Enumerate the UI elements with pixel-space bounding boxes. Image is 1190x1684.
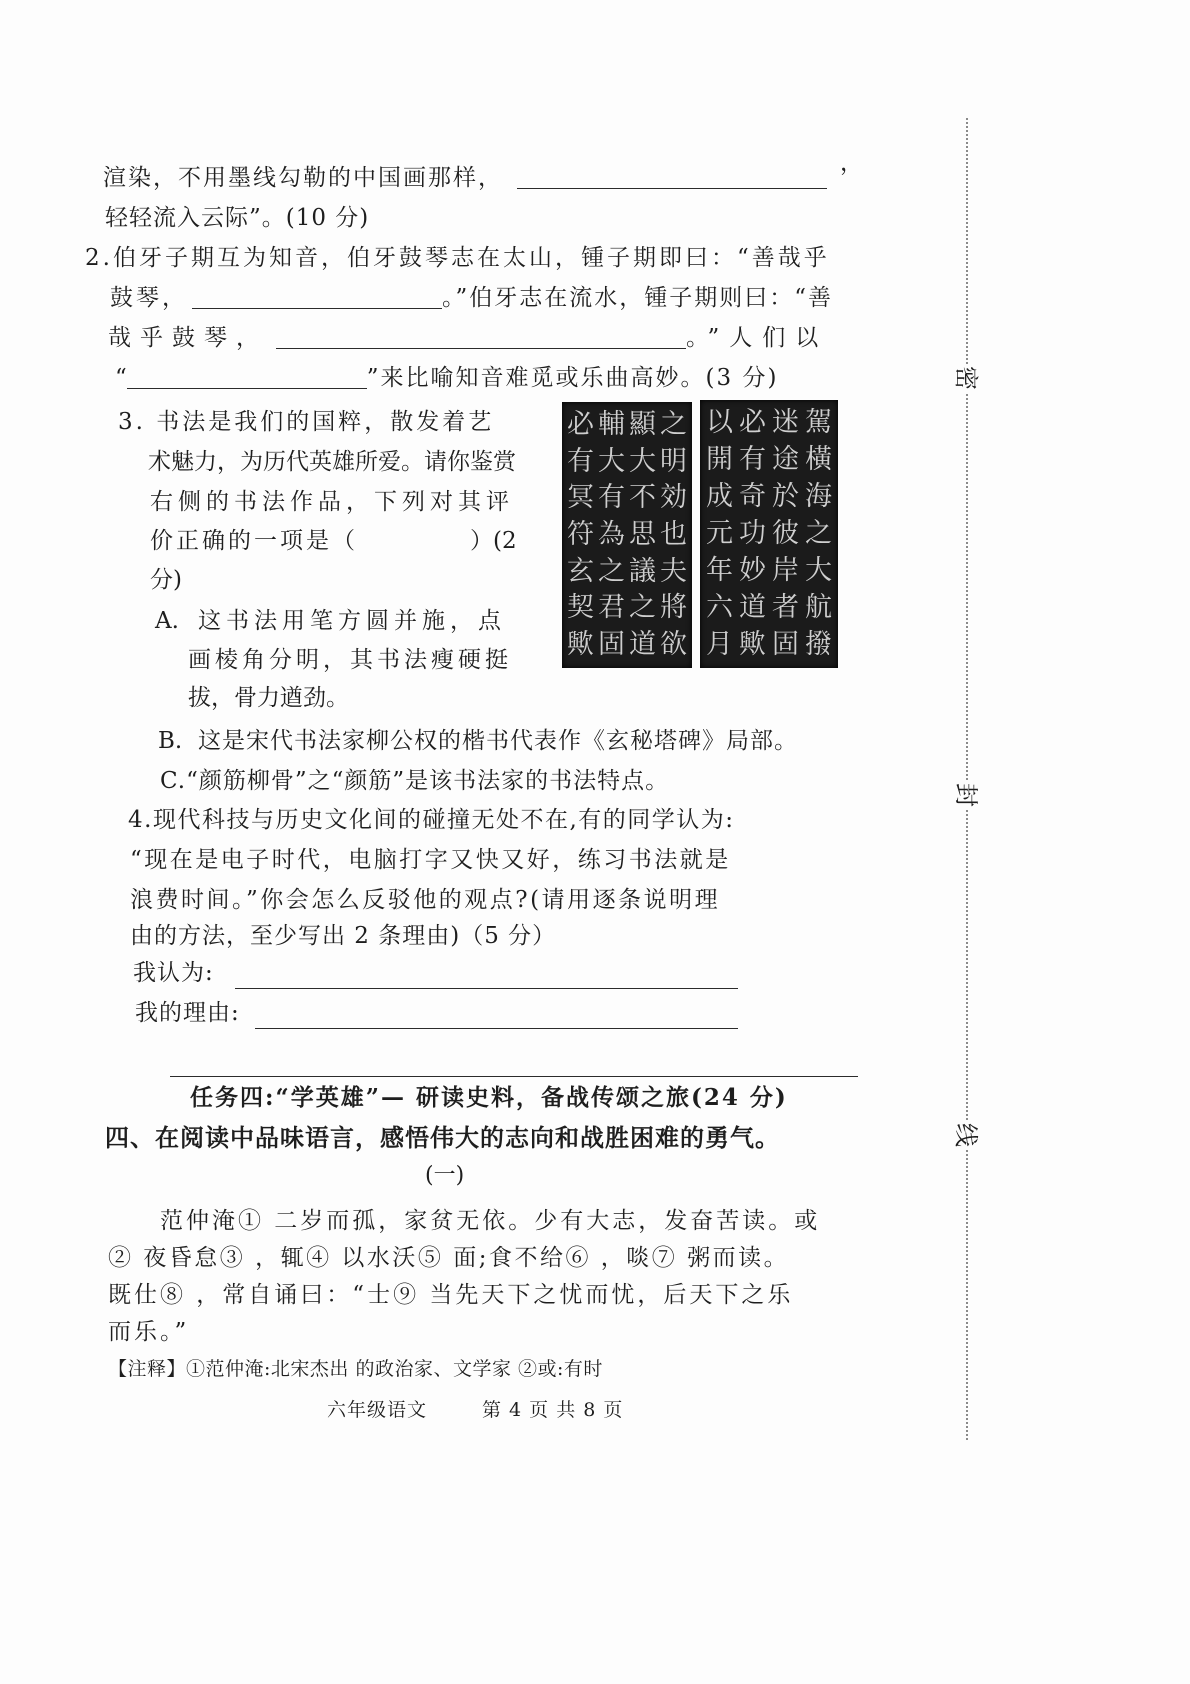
calligraphy-character: 固 <box>598 628 625 660</box>
q2-line-3-start: 哉乎鼓琴， <box>108 325 268 351</box>
calligraphy-character: 大 <box>805 555 832 586</box>
calligraphy-character: 航 <box>805 592 832 623</box>
calligraphy-column <box>705 406 735 662</box>
calligraphy-character: 君 <box>598 592 625 624</box>
calligraphy-character: 途 <box>772 444 799 475</box>
calligraphy-column <box>597 408 627 662</box>
option-b-letter: B. <box>158 728 183 754</box>
passage-line-4: 而乐。” <box>108 1319 190 1345</box>
reason-answer-line-2 <box>170 1076 858 1077</box>
q3-stem-line-4-end: ）(2 <box>470 528 517 554</box>
calligraphy-character: 欲 <box>660 628 687 660</box>
answer-blank <box>127 366 367 389</box>
q1-tail-text: 渲染，不用墨线勾勒的中国画那样， <box>103 165 503 191</box>
q3-stem-line-2: 术魅力，为历代英雄所爱。请你鉴赏 <box>148 449 516 475</box>
q2-line-2-end: 。”伯牙志在流水，锺子期则曰：“善 <box>442 285 834 311</box>
q2-line-2 <box>110 283 833 313</box>
calligraphy-character: 有 <box>567 445 594 477</box>
q2-line-4-start: “ <box>115 365 127 391</box>
calligraphy-character: 夫 <box>660 555 687 587</box>
q4-line-4: 由的方法，至少写出 2 条理由)（5 分） <box>130 923 557 949</box>
q3-stem-line-3: 右侧的书法作品，下列对其评 <box>150 489 514 515</box>
calligraphy-character: 歟 <box>739 629 766 660</box>
calligraphy-character: 以 <box>706 407 733 438</box>
calligraphy-character: 海 <box>805 481 832 512</box>
calligraphy-character: 不 <box>629 482 656 514</box>
calligraphy-character: 之 <box>629 592 656 624</box>
q4-line-1: 4.现代科技与历史文化间的碰撞无处不在,有的同学认为: <box>128 807 735 833</box>
q3-stem-line-4-start: 价正确的一项是（ <box>150 528 358 554</box>
calligraphy-character: 妙 <box>739 555 766 586</box>
option-a-letter: A. <box>155 608 179 634</box>
calligraphy-column <box>659 408 689 662</box>
calligraphy-character: 撥 <box>805 629 832 660</box>
option-a-line-1: 这书法用笔方圆并施，点 <box>198 608 506 634</box>
calligraphy-character: 橫 <box>805 444 832 475</box>
calligraphy-column <box>738 406 768 662</box>
calligraphy-character: 奇 <box>739 481 766 512</box>
calligraphy-character: 冥 <box>567 482 594 514</box>
calligraphy-character: 道 <box>739 592 766 623</box>
calligraphy-character: 岸 <box>772 555 799 586</box>
calligraphy-character: 月 <box>706 629 733 660</box>
q2-line-1: 2.伯牙子期互为知音，伯牙鼓琴志在太山，锺子期即曰：“善哉乎 <box>85 245 830 271</box>
part-label: (一) <box>425 1163 465 1188</box>
seal-label-feng: 封 <box>952 783 980 807</box>
q2-line-4 <box>115 363 778 393</box>
option-c-text: “颜筋柳骨”之“颜筋”是该书法家的书法特点。 <box>186 768 670 794</box>
calligraphy-character: 功 <box>739 518 766 549</box>
q2-line-4-end: ”来比喻知音难觅或乐曲高妙。(3 分) <box>366 365 779 391</box>
calligraphy-panel-right <box>700 400 838 668</box>
option-a-line-3: 拔，骨力遒劲。 <box>188 685 349 711</box>
answer-blank <box>276 326 686 349</box>
passage-line-2: ② 夜昏怠③ ，辄④ 以水沃⑤ 面;食不给⑥ ，啖⑦ 粥而读。 <box>108 1245 790 1271</box>
calligraphy-character: 道 <box>629 628 656 660</box>
calligraphy-character: 固 <box>772 629 799 660</box>
calligraphy-character: 有 <box>739 444 766 475</box>
calligraphy-character: 輔 <box>598 409 625 440</box>
calligraphy-character: 也 <box>660 518 687 550</box>
calligraphy-character: 駕 <box>805 407 832 438</box>
passage-line-3: 既仕⑧ ，常自诵曰：“士⑨ 当先天下之忧而忧，后天下之乐 <box>108 1282 794 1308</box>
passage-line-1: 范仲淹① 二岁而孤，家贫无依。少有大志，发奋苦读。或 <box>160 1208 821 1234</box>
calligraphy-column <box>804 406 834 662</box>
calligraphy-character: 効 <box>660 482 687 514</box>
calligraphy-character: 者 <box>772 592 799 623</box>
calligraphy-panel-left <box>562 402 692 668</box>
q3-stem-line-4 <box>150 526 517 556</box>
calligraphy-character: 玄 <box>567 555 594 587</box>
calligraphy-character: 歟 <box>567 628 594 660</box>
q1-tail-line-2: 轻轻流入云际”。(10 分) <box>105 205 370 231</box>
q2-line-3-end: 。”人们以 <box>686 325 829 351</box>
reason-answer-line <box>255 1028 738 1029</box>
calligraphy-character: 必 <box>739 407 766 438</box>
calligraphy-character: 年 <box>706 555 733 586</box>
annotation-notes: 【注释】①范仲淹:北宋杰出 的政治家、文学家 ②或:有时 <box>108 1358 603 1380</box>
q1-tail-comma: ， <box>840 150 863 176</box>
calligraphy-character: 有 <box>598 482 625 514</box>
calligraphy-character: 思 <box>629 518 656 550</box>
q1-tail-line-1 <box>103 163 827 193</box>
option-a-line-2: 画棱角分明，其书法瘦硬挺 <box>188 647 512 673</box>
footer-subject: 六年级语文 <box>327 1399 428 1421</box>
section-heading: 四、在阅读中品味语言，感悟伟大的志向和战胜困难的勇气。 <box>105 1123 780 1152</box>
answer-blank <box>517 166 827 189</box>
calligraphy-character: 開 <box>706 444 733 475</box>
reason-label: 我的理由: <box>135 1000 240 1026</box>
seal-label-xian: 线 <box>952 1123 980 1147</box>
option-b-line-1: 这是宋代书法家柳公权的楷书代表作《玄秘塔碑》局部。 <box>198 728 798 754</box>
calligraphy-character: 契 <box>567 592 594 624</box>
calligraphy-character: 於 <box>772 481 799 512</box>
calligraphy-character: 議 <box>629 555 656 587</box>
q4-line-2: “现在是电子时代，电脑打字又快又好，练习书法就是 <box>130 847 731 873</box>
calligraphy-character: 迷 <box>772 407 799 438</box>
calligraphy-character: 為 <box>598 518 625 550</box>
option-c-letter: C. <box>160 768 187 794</box>
calligraphy-character: 六 <box>706 592 733 623</box>
calligraphy-character: 明 <box>660 445 687 477</box>
calligraphy-character: 必 <box>567 409 594 440</box>
q4-line-3: 浪费时间。”你会怎么反驳他的观点?(请用逐条说明理 <box>130 887 721 913</box>
calligraphy-character: 符 <box>567 518 594 550</box>
calligraphy-column <box>628 408 658 662</box>
calligraphy-character: 元 <box>706 518 733 549</box>
q2-line-3 <box>108 323 828 353</box>
seal-dotted-line <box>966 118 968 1440</box>
footer-page-number: 第 4 页 共 8 页 <box>482 1399 624 1421</box>
q3-stem-line-5: 分) <box>150 567 182 593</box>
calligraphy-character: 彼 <box>772 518 799 549</box>
calligraphy-character: 顯 <box>629 409 656 440</box>
opinion-label: 我认为: <box>133 960 214 986</box>
calligraphy-character: 大 <box>598 445 625 477</box>
q2-line-2-start: 鼓琴， <box>110 285 188 311</box>
calligraphy-character: 之 <box>805 518 832 549</box>
calligraphy-character: 大 <box>629 445 656 477</box>
answer-blank <box>192 286 442 309</box>
q3-stem-line-1: 3. 书法是我们的国粹，散发着艺 <box>118 409 495 435</box>
calligraphy-character: 成 <box>706 481 733 512</box>
calligraphy-column <box>566 408 596 662</box>
opinion-answer-line <box>235 988 738 989</box>
calligraphy-character: 之 <box>598 555 625 587</box>
calligraphy-character: 之 <box>660 409 687 440</box>
calligraphy-column <box>771 406 801 662</box>
seal-label-mi: 密 <box>952 366 980 390</box>
task-title: 任务四:“学英雄”— 研读史料，备战传颂之旅(24 分) <box>190 1084 788 1111</box>
option-c-line <box>160 766 669 796</box>
calligraphy-character: 將 <box>660 592 687 624</box>
